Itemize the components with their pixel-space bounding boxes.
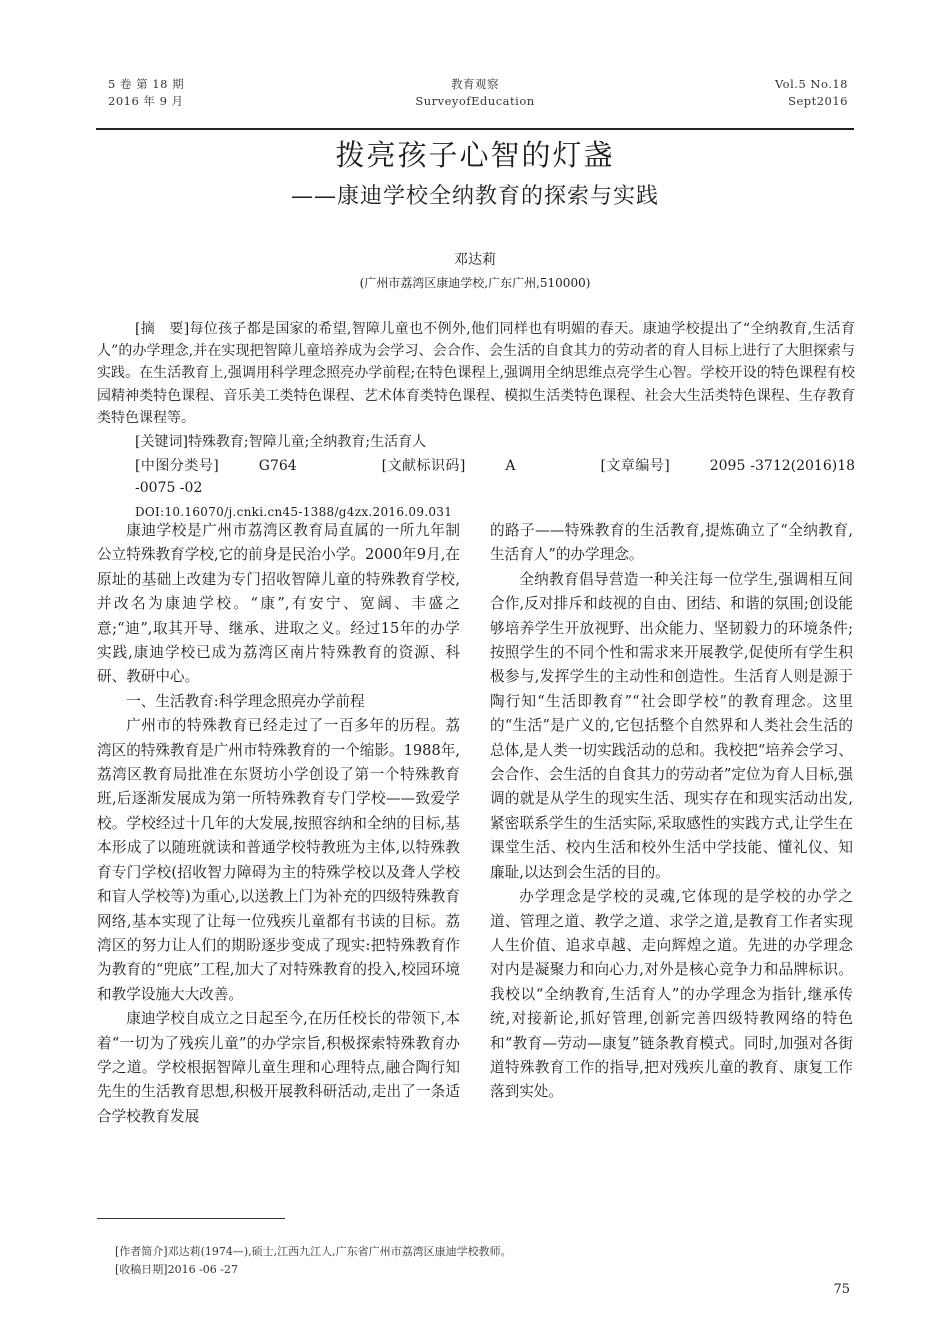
footnote-rule bbox=[97, 1218, 285, 1219]
article-subtitle: ——康迪学校全纳教育的探索与实践 bbox=[290, 184, 659, 209]
body-paragraph: 办学理念是学校的灵魂,它体现的是学校的办学之道、管理之道、教学之道、求学之道,是教育工作者实现人生价值、追求卓越、走向辉煌之道。先进的办学理念对内是凝聚力和向心力,对外是核心竞争力和品牌标识。我校以“全纳教育,生活育人”的办学理念为指针,继承传统,对接新论,抓好管理,创新完善四级特教网络的特色和“教育—劳动—康复”链条教育模式。同时,加强对各街道特殊教育工作的指导,把对残疾儿童的教育、康复工作落到实处。 bbox=[490, 888, 853, 1101]
issue-volume: 5 卷 第 18 期 bbox=[108, 77, 185, 91]
doc-label: [文献标识码] bbox=[381, 458, 466, 475]
received-date: [收稿日期]2016 -06 -27 bbox=[115, 1263, 238, 1276]
body-column-left bbox=[97, 519, 460, 1129]
page-number: 75 bbox=[833, 1282, 850, 1297]
clc-label: [中图分类号] bbox=[135, 458, 219, 475]
body-paragraph: 全纳教育倡导营造一种关注每一位学生,强调相互间合作,反对排斥和歧视的自由、团结、和谐的氛围;创设能够培养学生开放视野、出众能力、坚韧毅力的环境条件;按照学生的不同个性和需求来开展教学,促使所有学生积极参与,发挥学生的主动性和创造性。生活育人则是源于陶行知“生活即教育”“社会即学校”的教育理念。这里的“生活”是广义的,它包括整个自然界和人类社会生活的总体,是人类一切实践活动的总和。我校把“培养会学习、会合作、会生活的自食其力的劳动者”定位为育人目标,强调的就是从学生的现实生活、现实存在和现实活动出发,紧密联系学生的生活实际,采取感性的实践方式,让学生在课堂生活、校内生活和校外生活中学技能、懂礼仪、知廉耻,以达到会生活的目的。 bbox=[490, 570, 853, 881]
volume-date: Sept2016 bbox=[788, 94, 848, 108]
article-title: 拨亮孩子心智的灯盏 bbox=[335, 138, 615, 172]
body-paragraph: 康迪学校自成立之日起至今,在历任校长的带领下,本着“一切为了残疾儿童”的办学宗旨,积极探索特殊教育办学之道。学校根据智障儿童生理和心理特点,融合陶行知先生的生活教育思想,积极开展教科研活动,走出了一条适合学校教育发展 bbox=[97, 1010, 460, 1125]
body-paragraph: 广州市的特殊教育已经走过了一百多年的历程。荔湾区的特殊教育是广州市特殊教育的一个缩影。1988年,荔湾区教育局批准在东贤坊小学创设了第一个特殊教育班,后逐渐发展成为第一所特殊教育专门学校——致爱学校。学校经过十几年的大发展,按照容纳和全纳的目标,基本形成了以随班就读和普通学校特教班为主体,以特殊教育专门学校(招收智力障碍为主的特殊学校以及聋人学校和盲人学校等)为重心,以送教上门为补充的四级特殊教育网络,基本实现了让每一位残疾儿童都有书读的目标。荔湾区的努力让人们的期盼逐步变成了现实:把特殊教育作为教育的“兜底”工程,加大了对特殊教育的投入,校园环境和教学设施大大改善。 bbox=[97, 717, 460, 1003]
art-label: [文章编号] bbox=[600, 458, 670, 475]
keywords-line bbox=[97, 431, 855, 453]
author-affiliation: (广州市荔湾区康迪学校,广东广州,510000) bbox=[359, 276, 591, 290]
footnotes bbox=[115, 1243, 855, 1279]
doc-value: A bbox=[505, 458, 516, 475]
keywords-text: 特殊教育;智障儿童;全纳教育;生活育人 bbox=[187, 434, 427, 451]
keywords-label: [关键词] bbox=[135, 434, 188, 451]
abstract-text: 每位孩子都是国家的希望,智障儿童也不例外,他们同样也有明媚的春天。康迪学校提出了“全纳教育,生活育人”的办学理念,并在实现把智障儿童培养成为会学习、会合作、会生活的自食其力的劳动者的育人目标上进行了大胆探索与实践。在生活教育上,强调用科学理念照亮办学前程;在特色课程上,强调用全纳思维点亮学生心智。学校开设的特色课程有校园精神类特色课程、音乐美工类特色课程、艺术体育类特色课程、模拟生活类特色课程、社会大生活类特色课程、生存教育类特色课程等。 bbox=[97, 321, 855, 426]
clc-code bbox=[135, 458, 337, 474]
header-rule bbox=[96, 128, 854, 130]
volume-number: Vol.5 No.18 bbox=[774, 77, 848, 91]
clc-value: G764 bbox=[258, 458, 297, 475]
body-paragraph: 康迪学校是广州市荔湾区教育局直属的一所九年制公立特殊教育学校,它的前身是民治小学。2000年9月,在原址的基础上改建为专门招收智障儿童的特殊教育学校,并改名为康迪学校。“康”,有安宁、宽阔、丰盛之意;“迪”,取其开导、继承、进取之义。经过15年的办学实践,康迪学校已成为荔湾区南片特殊教育的资源、科研、教研中心。 bbox=[97, 522, 460, 686]
body-column-right bbox=[490, 519, 853, 1105]
journal-volume-en bbox=[700, 76, 848, 110]
abstract-label: [摘 要] bbox=[135, 321, 190, 337]
art-value: 2095 -3712(2016)18 -0075 -02 bbox=[135, 458, 856, 497]
journal-name-cn: 教育观察 bbox=[451, 77, 499, 91]
section-heading: 一、生活教育:科学理念照亮办学前程 bbox=[126, 692, 365, 710]
abstract-block bbox=[97, 318, 855, 499]
author-name: 邓达莉 bbox=[454, 252, 496, 268]
author-bio: [作者简介]邓达莉(1974—),硕士,江西九江人,广东省广州市荔湾区康迪学校教师。 bbox=[115, 1245, 512, 1258]
journal-name-en: SurveyofEducation bbox=[415, 94, 535, 108]
abstract-paragraph bbox=[97, 318, 855, 429]
body-paragraph: 的路子——特殊教育的生活教育,提炼确立了“全纳教育,生活育人”的办学理念。 bbox=[490, 522, 853, 564]
classification-line bbox=[97, 455, 855, 499]
document-code bbox=[382, 458, 556, 474]
issue-date: 2016 年 9 月 bbox=[108, 94, 184, 108]
doi: DOI:10.16070/j.cnki.cn45-1388/g4zx.2016.09.031 bbox=[135, 505, 453, 519]
